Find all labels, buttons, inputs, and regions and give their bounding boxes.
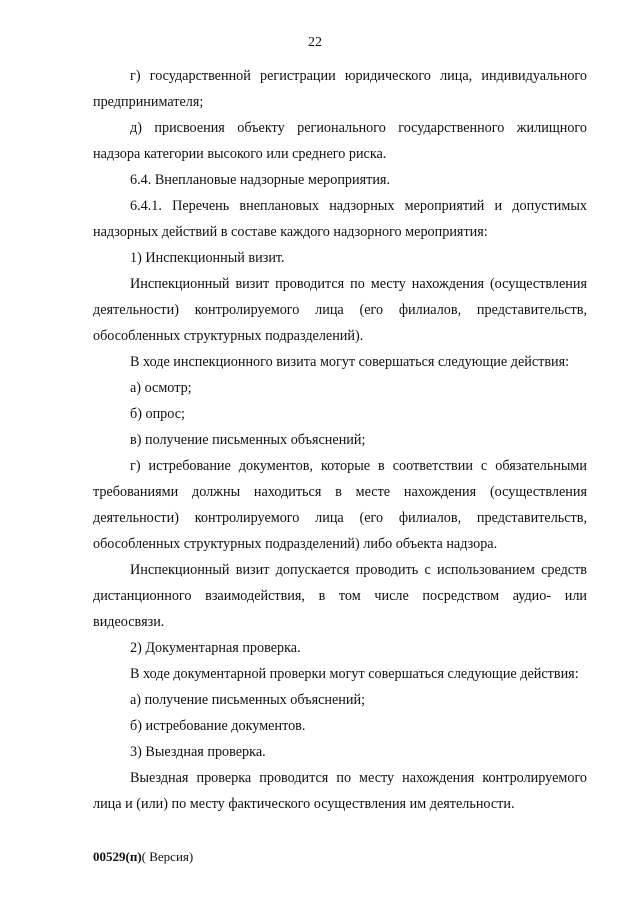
- paragraph-8: а) осмотр;: [130, 380, 192, 396]
- paragraph-11: г) истребование документов, которые в соответствии с обязательными требованиями должны находиться в месте нахождения (осуществления деятельности) контролируемого лица (его филиалов, представительств, обособленных структурных подразделений) либо объекта надзора.: [93, 458, 587, 552]
- paragraph-18: Выездная проверка проводится по месту нахождения контролируемого лица и (или) по месту фактического осуществления им деятельности.: [93, 770, 587, 812]
- paragraph-7: В ходе инспекционного визита могут совершаться следующие действия:: [130, 354, 570, 370]
- paragraph-17: 3) Выездная проверка.: [130, 744, 266, 760]
- paragraph-14: В ходе документарной проверки могут совершаться следующие действия:: [130, 666, 579, 682]
- paragraph-13: 2) Документарная проверка.: [130, 640, 301, 656]
- paragraph-16: б) истребование документов.: [130, 718, 306, 734]
- paragraph-3: 6.4. Внеплановые надзорные мероприятия.: [130, 172, 391, 188]
- paragraph-6: Инспекционный визит проводится по месту нахождения (осуществления деятельности) контролируемого лица (его филиалов, представительств, обособленных структурных подразделений).: [93, 276, 587, 344]
- paragraph-12: Инспекционный визит допускается проводить с использованием средств дистанционного взаимодействия, в том числе посредством аудио- или видеосвязи.: [93, 562, 587, 630]
- page-number: 22: [308, 35, 322, 50]
- paragraph-9: б) опрос;: [130, 406, 185, 422]
- document-footer: [93, 849, 193, 865]
- paragraph-15: а) получение письменных объяснений;: [130, 692, 366, 708]
- paragraph-4: 6.4.1. Перечень внеплановых надзорных мероприятий и допустимых надзорных действий в составе каждого надзорного мероприятия:: [93, 198, 587, 240]
- document-body: [93, 63, 587, 817]
- paragraph-1: г) государственной регистрации юридического лица, индивидуального предпринимателя;: [93, 68, 587, 110]
- paragraph-2: д) присвоения объекту регионального государственного жилищного надзора категории высокого или среднего риска.: [93, 120, 587, 162]
- document-version: ( Версия): [141, 849, 194, 864]
- paragraph-5: 1) Инспекционный визит.: [130, 250, 285, 266]
- document-code: 00529(п): [93, 849, 142, 864]
- paragraph-10: в) получение письменных объяснений;: [130, 432, 366, 448]
